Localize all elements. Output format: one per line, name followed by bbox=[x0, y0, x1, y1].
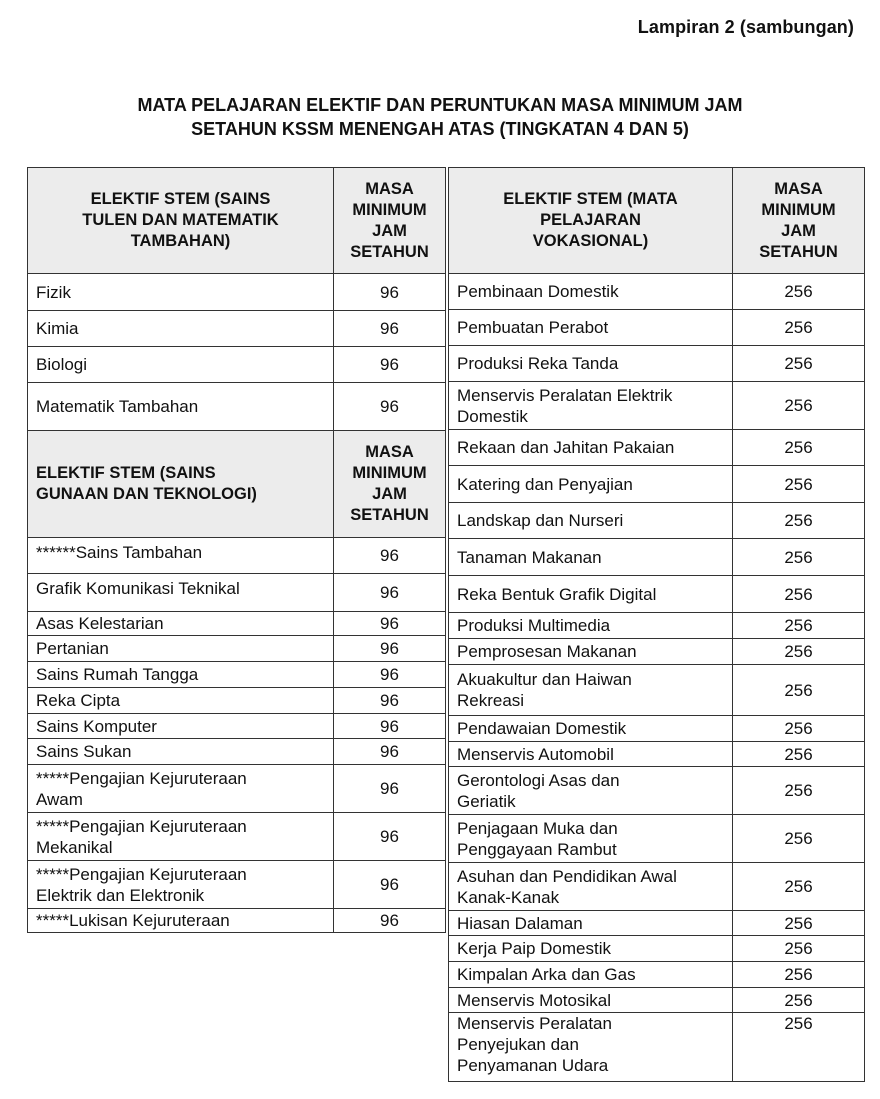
subject-cell: Menservis Motosikal bbox=[449, 988, 733, 1013]
vocational-header-row bbox=[449, 168, 865, 274]
hours-cell: 96 bbox=[334, 765, 446, 813]
subject-cell: Penjagaan Muka dan Penggayaan Rambut bbox=[449, 815, 733, 863]
hours-cell: 256 bbox=[733, 767, 865, 815]
table-row bbox=[449, 962, 865, 988]
table-row bbox=[28, 311, 446, 347]
table-row bbox=[28, 662, 446, 688]
vocational-hours-heading: MASA MINIMUM JAM SETAHUN bbox=[733, 168, 865, 274]
subject-cell: Sains Rumah Tangga bbox=[28, 662, 334, 688]
section1-hours-heading: MASA MINIMUM JAM SETAHUN bbox=[334, 168, 446, 274]
subject-cell: Fizik bbox=[28, 274, 334, 311]
table-row bbox=[28, 574, 446, 612]
hours-cell: 256 bbox=[733, 742, 865, 767]
subject-cell: Pembuatan Perabot bbox=[449, 310, 733, 346]
table-row bbox=[449, 576, 865, 613]
section1-heading: ELEKTIF STEM (SAINS TULEN DAN MATEMATIK TAMBAHAN) bbox=[28, 168, 334, 274]
table-row bbox=[449, 466, 865, 503]
hours-cell: 256 bbox=[733, 613, 865, 639]
subject-cell: Katering dan Penyajian bbox=[449, 466, 733, 503]
hours-cell: 96 bbox=[334, 538, 446, 574]
hours-cell: 96 bbox=[334, 861, 446, 909]
subject-cell: Pertanian bbox=[28, 636, 334, 662]
hours-cell: 256 bbox=[733, 911, 865, 936]
hours-cell: 96 bbox=[334, 347, 446, 383]
subject-cell: Akuakultur dan Haiwan Rekreasi bbox=[449, 665, 733, 716]
hours-cell: 256 bbox=[733, 430, 865, 466]
subject-cell: Grafik Komunikasi Teknikal bbox=[28, 574, 334, 612]
subject-cell: Pembinaan Domestik bbox=[449, 274, 733, 310]
subject-cell: *****Pengajian Kejuruteraan Awam bbox=[28, 765, 334, 813]
table-row bbox=[28, 347, 446, 383]
hours-cell: 96 bbox=[334, 909, 446, 933]
hours-cell: 256 bbox=[733, 274, 865, 310]
hours-cell: 256 bbox=[733, 962, 865, 988]
table-row bbox=[28, 739, 446, 765]
table-row bbox=[28, 688, 446, 714]
hours-cell: 256 bbox=[733, 539, 865, 576]
hours-cell: 256 bbox=[733, 503, 865, 539]
table-row bbox=[449, 539, 865, 576]
table-row bbox=[449, 613, 865, 639]
subject-cell: Matematik Tambahan bbox=[28, 383, 334, 431]
hours-cell: 256 bbox=[733, 988, 865, 1013]
hours-cell: 96 bbox=[334, 688, 446, 714]
hours-cell: 256 bbox=[733, 936, 865, 962]
table-row bbox=[449, 639, 865, 665]
table-row bbox=[28, 861, 446, 909]
hours-cell: 256 bbox=[733, 815, 865, 863]
subject-cell: Menservis Peralatan Penyejukan dan Penyamanan Udara bbox=[449, 1013, 733, 1082]
subject-cell: Sains Komputer bbox=[28, 714, 334, 739]
hours-cell: 256 bbox=[733, 310, 865, 346]
hours-cell: 96 bbox=[334, 383, 446, 431]
hours-cell: 256 bbox=[733, 716, 865, 742]
vocational-heading: ELEKTIF STEM (MATA PELAJARAN VOKASIONAL) bbox=[449, 168, 733, 274]
table-row bbox=[449, 911, 865, 936]
hours-cell: 96 bbox=[334, 636, 446, 662]
hours-cell: 256 bbox=[733, 346, 865, 382]
hours-cell: 256 bbox=[733, 665, 865, 716]
hours-cell: 96 bbox=[334, 662, 446, 688]
table-row bbox=[28, 612, 446, 636]
hours-cell: 256 bbox=[733, 382, 865, 430]
table-row bbox=[449, 988, 865, 1013]
table-row bbox=[449, 742, 865, 767]
subject-cell: Reka Bentuk Grafik Digital bbox=[449, 576, 733, 613]
hours-cell: 256 bbox=[733, 576, 865, 613]
subject-cell: Produksi Reka Tanda bbox=[449, 346, 733, 382]
subject-cell: Produksi Multimedia bbox=[449, 613, 733, 639]
subject-cell: Kimia bbox=[28, 311, 334, 347]
subject-cell: Landskap dan Nurseri bbox=[449, 503, 733, 539]
annex-label: Lampiran 2 (sambungan) bbox=[637, 17, 854, 37]
subject-cell: Biologi bbox=[28, 347, 334, 383]
subject-cell: ******Sains Tambahan bbox=[28, 538, 334, 574]
table-row bbox=[449, 503, 865, 539]
subject-cell: *****Pengajian Kejuruteraan Elektrik dan Elektronik bbox=[28, 861, 334, 909]
subject-cell: Pemprosesan Makanan bbox=[449, 639, 733, 665]
table-row bbox=[28, 636, 446, 662]
title-line-1: MATA PELAJARAN ELEKTIF DAN PERUNTUKAN MASA MINIMUM JAM bbox=[137, 95, 743, 115]
stem-science-table bbox=[27, 167, 446, 933]
section1-header-row bbox=[28, 168, 446, 274]
stem-vocational-table bbox=[448, 167, 865, 1082]
table-row bbox=[28, 909, 446, 933]
page-title bbox=[0, 93, 880, 141]
subject-cell: Hiasan Dalaman bbox=[449, 911, 733, 936]
hours-cell: 96 bbox=[334, 311, 446, 347]
hours-cell: 96 bbox=[334, 274, 446, 311]
subject-cell: Menservis Peralatan Elektrik Domestik bbox=[449, 382, 733, 430]
hours-cell: 256 bbox=[733, 1013, 865, 1082]
table-row bbox=[449, 274, 865, 310]
table-row bbox=[28, 274, 446, 311]
subject-cell: *****Lukisan Kejuruteraan bbox=[28, 909, 334, 933]
hours-cell: 256 bbox=[733, 466, 865, 503]
subject-cell: Kimpalan Arka dan Gas bbox=[449, 962, 733, 988]
hours-cell: 96 bbox=[334, 813, 446, 861]
subject-cell: Sains Sukan bbox=[28, 739, 334, 765]
hours-cell: 96 bbox=[334, 714, 446, 739]
table-row bbox=[28, 765, 446, 813]
table-row bbox=[449, 382, 865, 430]
table-row bbox=[449, 815, 865, 863]
table-row bbox=[449, 716, 865, 742]
subject-cell: Reka Cipta bbox=[28, 688, 334, 714]
section2-heading: ELEKTIF STEM (SAINS GUNAAN DAN TEKNOLOGI) bbox=[28, 431, 334, 538]
hours-cell: 96 bbox=[334, 612, 446, 636]
subject-cell: Asas Kelestarian bbox=[28, 612, 334, 636]
title-line-2: SETAHUN KSSM MENENGAH ATAS (TINGKATAN 4 DAN 5) bbox=[191, 119, 689, 139]
table-row bbox=[449, 936, 865, 962]
table-row bbox=[449, 767, 865, 815]
table-row bbox=[28, 714, 446, 739]
hours-cell: 96 bbox=[334, 574, 446, 612]
subject-cell: Kerja Paip Domestik bbox=[449, 936, 733, 962]
subject-cell: Gerontologi Asas dan Geriatik bbox=[449, 767, 733, 815]
hours-cell: 96 bbox=[334, 739, 446, 765]
table-row bbox=[449, 863, 865, 911]
subject-cell: Pendawaian Domestik bbox=[449, 716, 733, 742]
section2-hours-heading: MASA MINIMUM JAM SETAHUN bbox=[334, 431, 446, 538]
table-row bbox=[449, 346, 865, 382]
table-row bbox=[28, 383, 446, 431]
subject-cell: Menservis Automobil bbox=[449, 742, 733, 767]
hours-cell: 256 bbox=[733, 863, 865, 911]
subject-cell: Tanaman Makanan bbox=[449, 539, 733, 576]
hours-cell: 256 bbox=[733, 639, 865, 665]
section2-header-row bbox=[28, 431, 446, 538]
table-row bbox=[449, 1013, 865, 1082]
subject-cell: Asuhan dan Pendidikan Awal Kanak-Kanak bbox=[449, 863, 733, 911]
table-row bbox=[449, 665, 865, 716]
table-row bbox=[449, 310, 865, 346]
table-row bbox=[449, 430, 865, 466]
subject-cell: *****Pengajian Kejuruteraan Mekanikal bbox=[28, 813, 334, 861]
subject-cell: Rekaan dan Jahitan Pakaian bbox=[449, 430, 733, 466]
table-row bbox=[28, 538, 446, 574]
table-row bbox=[28, 813, 446, 861]
